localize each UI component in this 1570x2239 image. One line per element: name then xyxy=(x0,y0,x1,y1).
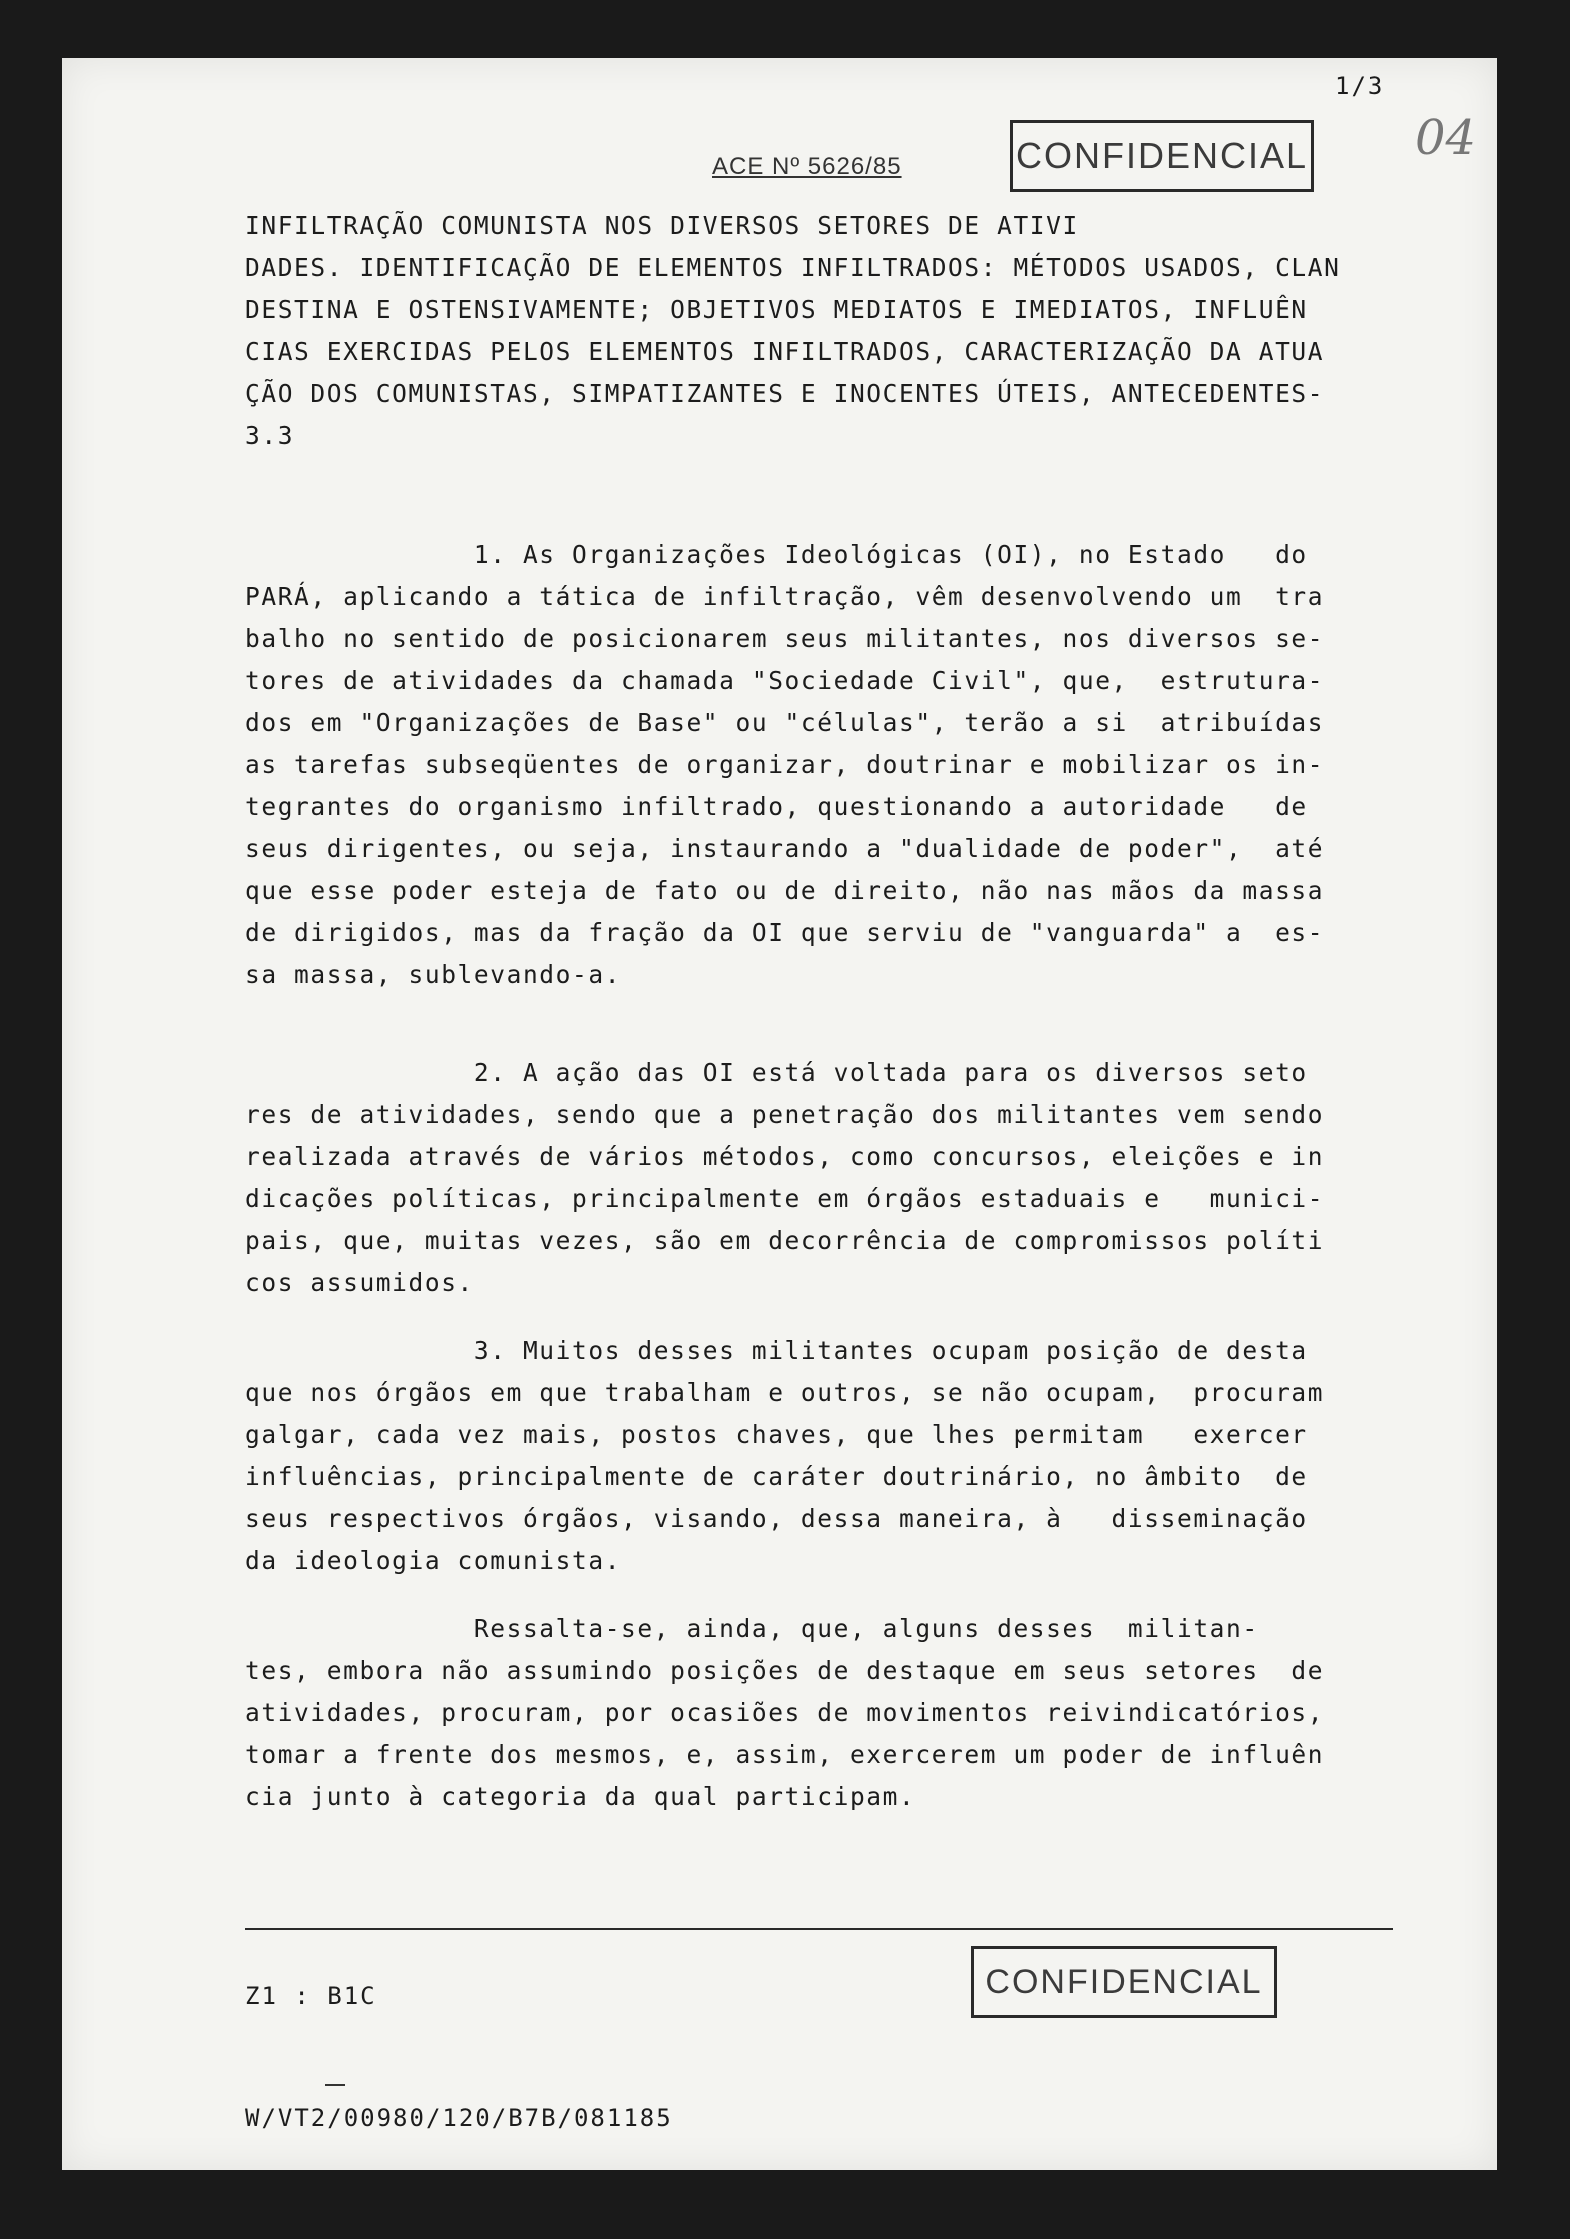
text-line: 3. Muitos desses militantes ocupam posição de desta xyxy=(245,1336,1308,1365)
text-line: tegrantes do organismo infiltrado, questionando a autoridade de xyxy=(245,792,1308,821)
text-line: INFILTRAÇÃO COMUNISTA NOS DIVERSOS SETORES DE ATIVI xyxy=(245,211,1079,240)
document-heading xyxy=(245,205,1395,457)
text-line: 1. As Organizações Ideológicas (OI), no Estado do xyxy=(245,540,1308,569)
page-number: 1/3 xyxy=(1335,72,1385,100)
text-line: 3.3 xyxy=(245,421,295,450)
text-line: as tarefas subseqüentes de organizar, doutrinar e mobilizar os in- xyxy=(245,750,1325,779)
ace-reference: ACE Nº 5626/85 xyxy=(712,153,902,180)
text-line: cos assumidos. xyxy=(245,1268,474,1297)
text-line: influências, principalmente de caráter doutrinário, no âmbito de xyxy=(245,1462,1308,1491)
text-line: dicações políticas, principalmente em órgãos estaduais e munici- xyxy=(245,1184,1325,1213)
text-line: tes, embora não assumindo posições de destaque em seus setores de xyxy=(245,1656,1325,1685)
confidential-stamp-bottom: CONFIDENCIAL xyxy=(971,1946,1277,2018)
text-line: Ressalta-se, ainda, que, alguns desses militan- xyxy=(245,1614,1259,1643)
text-line: CIAS EXERCIDAS PELOS ELEMENTOS INFILTRADOS, CARACTERIZAÇÃO DA ATUA xyxy=(245,337,1325,366)
text-line: 2. A ação das OI está voltada para os diversos seto xyxy=(245,1058,1308,1087)
text-line: balho no sentido de posicionarem seus militantes, nos diversos se- xyxy=(245,624,1325,653)
text-line: res de atividades, sendo que a penetração dos militantes vem sendo xyxy=(245,1100,1325,1129)
text-line: dos em "Organizações de Base" ou "células", terão a si atribuídas xyxy=(245,708,1325,737)
text-line: PARÁ, aplicando a tática de infiltração, vêm desenvolvendo um tra xyxy=(245,582,1325,611)
handwritten-mark: 04 xyxy=(1415,110,1477,166)
classification-code: Z1 : B1C xyxy=(245,1982,377,2010)
text-line: tomar a frente dos mesmos, e, assim, exercerem um poder de influên xyxy=(245,1740,1325,1769)
text-line: seus respectivos órgãos, visando, dessa maneira, à disseminação xyxy=(245,1504,1308,1533)
text-line: ÇÃO DOS COMUNISTAS, SIMPATIZANTES E INOCENTES ÚTEIS, ANTECEDENTES- xyxy=(245,379,1325,408)
text-line: seus dirigentes, ou seja, instaurando a "dualidade de poder", até xyxy=(245,834,1325,863)
confidential-stamp-top: CONFIDENCIAL xyxy=(1010,120,1314,192)
text-line: que nos órgãos em que trabalham e outros, se não ocupam, procuram xyxy=(245,1378,1325,1407)
text-line: DADES. IDENTIFICAÇÃO DE ELEMENTOS INFILTRADOS: MÉTODOS USADOS, CLAN xyxy=(245,253,1341,282)
text-line: sa massa, sublevando-a. xyxy=(245,960,622,989)
text-line: atividades, procuram, por ocasiões de movimentos reivindicatórios, xyxy=(245,1698,1325,1727)
text-line: realizada através de vários métodos, como concursos, eleições e in xyxy=(245,1142,1325,1171)
dash-mark xyxy=(325,2084,345,2086)
text-line: galgar, cada vez mais, postos chaves, que lhes permitam exercer xyxy=(245,1420,1308,1449)
paragraph-3 xyxy=(245,1330,1395,1582)
paragraph-1 xyxy=(245,534,1395,996)
text-line: DESTINA E OSTENSIVAMENTE; OBJETIVOS MEDIATOS E IMEDIATOS, INFLUÊN xyxy=(245,295,1308,324)
text-line: pais, que, muitas vezes, são em decorrência de compromissos políti xyxy=(245,1226,1325,1255)
text-line: que esse poder esteja de fato ou de direito, não nas mãos da massa xyxy=(245,876,1325,905)
paragraph-2 xyxy=(245,1052,1395,1304)
document-reference: W/VT2/00980/120/B7B/081185 xyxy=(245,2104,673,2132)
text-line: de dirigidos, mas da fração da OI que serviu de "vanguarda" a es- xyxy=(245,918,1325,947)
text-line: tores de atividades da chamada "Sociedade Civil", que, estrutura- xyxy=(245,666,1325,695)
footer-rule xyxy=(245,1928,1393,1930)
paragraph-4 xyxy=(245,1608,1395,1818)
text-line: da ideologia comunista. xyxy=(245,1546,622,1575)
text-line: cia junto à categoria da qual participam. xyxy=(245,1782,916,1811)
